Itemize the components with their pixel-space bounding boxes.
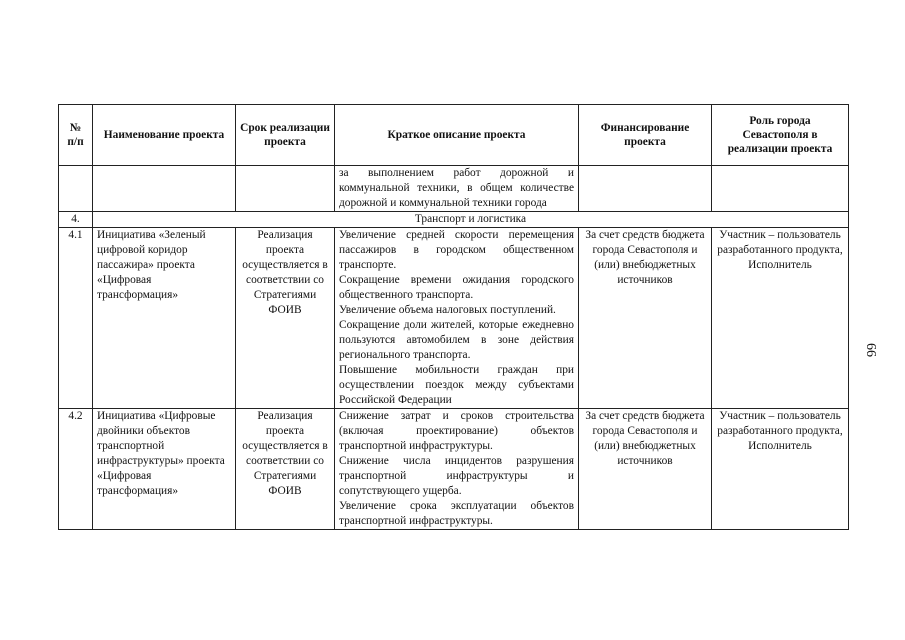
row-finance: За счет средств бюджета города Севастополя и (или) внебюджетных источников (579, 228, 712, 409)
section-row (59, 212, 849, 228)
row-term: Реализация проекта осуществляется в соответствии со Стратегиями ФОИВ (236, 409, 335, 530)
page-number: 66 (863, 343, 878, 357)
section-title: Транспорт и логистика (93, 212, 849, 228)
header-role: Роль города Севастополя в реализации проекта (712, 105, 849, 166)
row-role: Участник – пользователь разработанного продукта, Исполнитель (712, 228, 849, 409)
row-finance: За счет средств бюджета города Севастополя и (или) внебюджетных источников (579, 409, 712, 530)
row-desc: Увеличение средней скорости перемещения пассажиров в городском общественном транспорте. Сокращение времени ожидания городского общественного транспорта. Увеличение объема налоговых поступлений. Сокращение доли жителей, которые ежедневно пользуются автомобилем в зоне действия регионального транспорта. Повышение мобильности граждан при осуществлении поездок между субъектами Российской Федерации (335, 228, 579, 409)
continuation-desc: за выполнением работ дорожной и коммунальной техники, в общем количестве дорожной и коммунальной техники города (335, 166, 579, 212)
header-row (59, 105, 849, 166)
header-term: Срок реализации проекта (236, 105, 335, 166)
projects-table (58, 104, 849, 530)
section-num: 4. (59, 212, 93, 228)
row-role: Участник – пользователь разработанного продукта, Исполнитель (712, 409, 849, 530)
continuation-row (59, 166, 849, 212)
row-num: 4.2 (59, 409, 93, 530)
table-row (59, 228, 849, 409)
header-desc: Краткое описание проекта (335, 105, 579, 166)
row-name: Инициатива «Цифровые двойники объектов транспортной инфраструктуры» проекта «Цифровая трансформация» (93, 409, 236, 530)
header-num: № п/п (59, 105, 93, 166)
header-name: Наименование проекта (93, 105, 236, 166)
row-name: Инициатива «Зеленый цифровой коридор пассажира» проекта «Цифровая трансформация» (93, 228, 236, 409)
row-num: 4.1 (59, 228, 93, 409)
row-term: Реализация проекта осуществляется в соответствии со Стратегиями ФОИВ (236, 228, 335, 409)
table-row (59, 409, 849, 530)
header-finance: Финансирование проекта (579, 105, 712, 166)
row-desc: Снижение затрат и сроков строительства (включая проектирование) объектов транспортной инфраструктуры. Снижение числа инцидентов разрушения транспортной инфраструктуры и сопутствующего ущерба. Увеличение срока эксплуатации объектов транспортной инфраструктуры. (335, 409, 579, 530)
